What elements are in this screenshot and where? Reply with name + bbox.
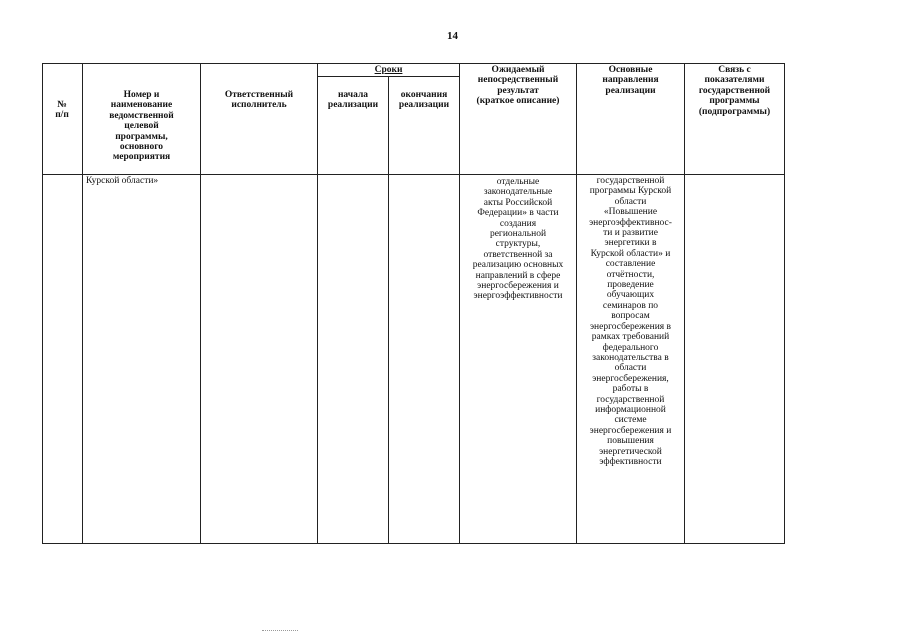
header-program: Номер и наименование ведомственной целевой программы, основного мероприятия xyxy=(109,90,174,163)
header-link: Связь с показателями государственной программы (подпрограммы) xyxy=(698,65,771,117)
header-end: окончания реализации xyxy=(398,90,450,111)
header-directions: Основные направления реализации xyxy=(602,65,659,96)
footer-mark xyxy=(262,630,298,632)
header-result: Ожидаемый непосредственный результат (краткое описание) xyxy=(476,65,560,107)
header-executor: Ответственный исполнитель xyxy=(224,90,294,111)
row-directions: государственной программы Курской области «Повышение энергоэффективнос- ти и развитие энергетики в Курской области» и составление отчётности, проведение обучающих семинаров по вопросам энергосбережения в рамках требований федерального законодательства в области энергосбережения, работы в государственной информационной системе энергосбережения и повышения энергетической эффективности xyxy=(589,176,672,467)
header-terms: Сроки xyxy=(374,65,403,75)
header-num: № п/п xyxy=(55,100,69,121)
row-result: отдельные законодательные акты Российской Федерации» в части создания региональной структуры, ответственной за реализацию основных направлений в сфере энергосбережения и энергоэффективности xyxy=(472,177,564,302)
row-program: Курской области» xyxy=(86,176,159,186)
page-number: 14 xyxy=(447,30,458,42)
header-start: начала реализации xyxy=(327,90,379,111)
